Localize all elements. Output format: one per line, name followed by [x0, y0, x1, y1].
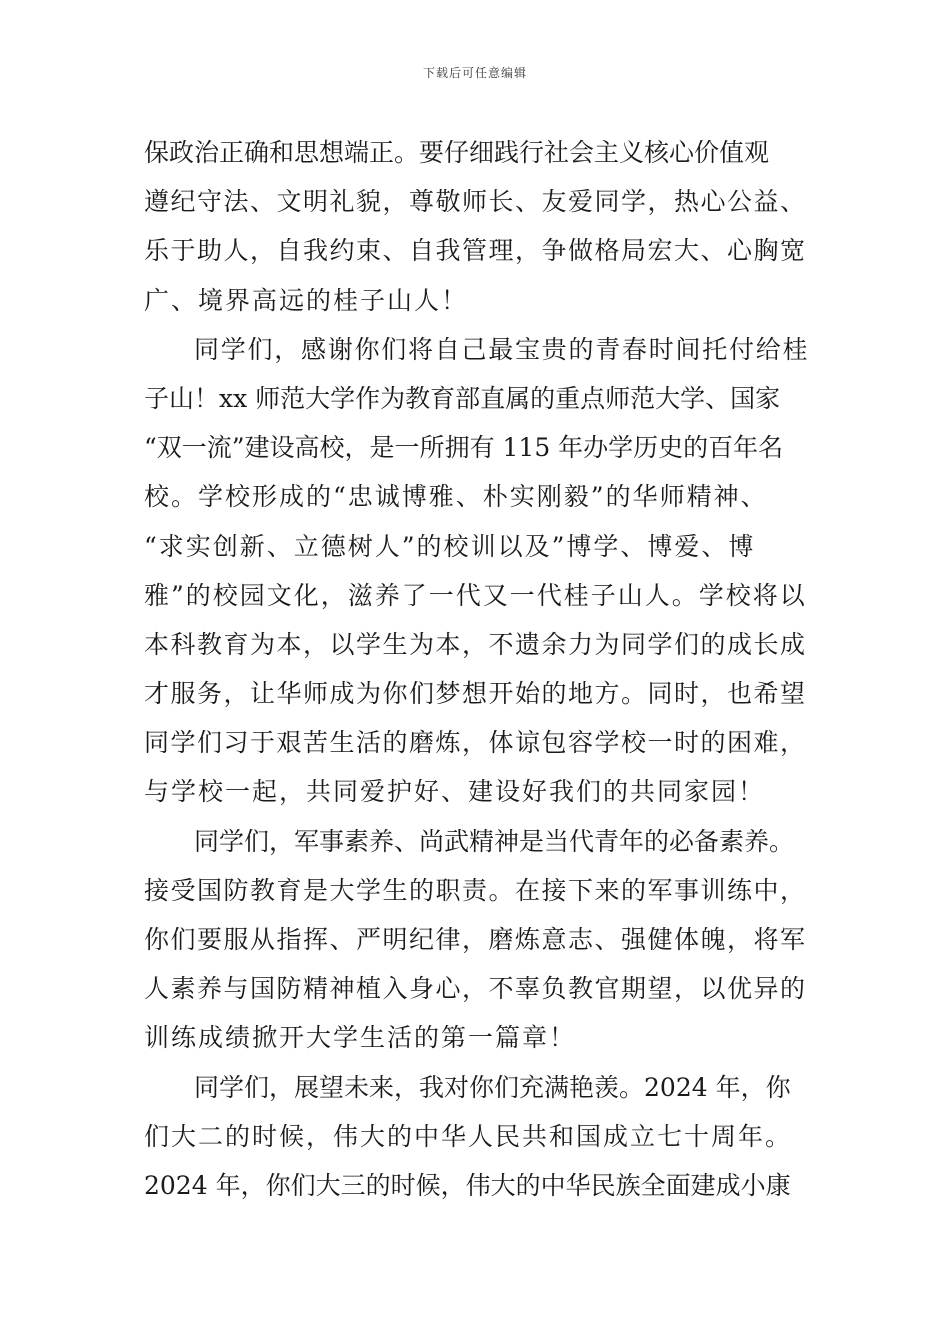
text-line: 子山！xx 师范大学作为教育部直属的重点师范大学、国家 [144, 383, 781, 413]
text-line: 本科教育为本，以学生为本，不遗余力为同学们的成长成 [144, 629, 807, 659]
text-line: 接受国防教育是大学生的职责。在接下来的军事训练中， [144, 875, 807, 905]
text-line: 2024 年，你们大三的时候，伟大的中华民族全面建成小康 [144, 1170, 791, 1200]
paragraph-start-line: 同学们，展望未来，我对你们充满艳羡。2024 年，你 [194, 1072, 791, 1102]
text-line: 你们要服从指挥、严明纪律，磨炼意志、强健体魄，将军 [144, 925, 807, 954]
paragraph-start-line: 同学们，军事素养、尚武精神是当代青年的必备素养。 [194, 826, 795, 856]
text-line: 训练成绩掀开大学生活的第一篇章！ [144, 1023, 577, 1053]
text-line: “双一流”建设高校，是一所拥有 115 年办学历史的百年名 [144, 433, 784, 463]
text-line: 才服务，让华师成为你们梦想开始的地方。同时，也希望 [144, 679, 807, 709]
page-header: 下载后可任意编辑 [422, 66, 527, 80]
text-line: 与学校一起，共同爱护好、建设好我们的共同家园！ [144, 777, 766, 807]
text-line: 校。学校形成的“忠诚博雅、朴实刚毅”的华师精神、 [144, 482, 768, 512]
paragraph-start-line: 同学们，感谢你们将自己最宝贵的青春时间托付给桂 [194, 334, 810, 364]
text-line: 保政治正确和思想端正。要仔细践行社会主义核心价值观 [144, 138, 770, 167]
text-line: 同学们习于艰苦生活的磨炼，体谅包容学校一时的困难， [144, 728, 807, 758]
body-text [144, 128, 812, 1210]
text-line: “求实创新、立德树人”的校训以及”博学、博爱、博 [144, 531, 756, 561]
text-line: 乐于助人，自我约束、自我管理，争做格局宏大、心胸宽 [144, 236, 807, 266]
text-line: 广、境界高远的桂子山人！ [144, 285, 469, 315]
text-line: 雅”的校园文化，滋养了一代又一代桂子山人。学校将以 [144, 580, 807, 610]
text-line: 人素养与国防精神植入身心，不辜负教官期望，以优异的 [144, 974, 807, 1004]
text-line: 遵纪守法、文明礼貌，尊敬师长、友爱同学，热心公益、 [144, 187, 807, 217]
text-line: 们大二的时候，伟大的中华人民共和国成立七十周年。 [144, 1121, 793, 1151]
